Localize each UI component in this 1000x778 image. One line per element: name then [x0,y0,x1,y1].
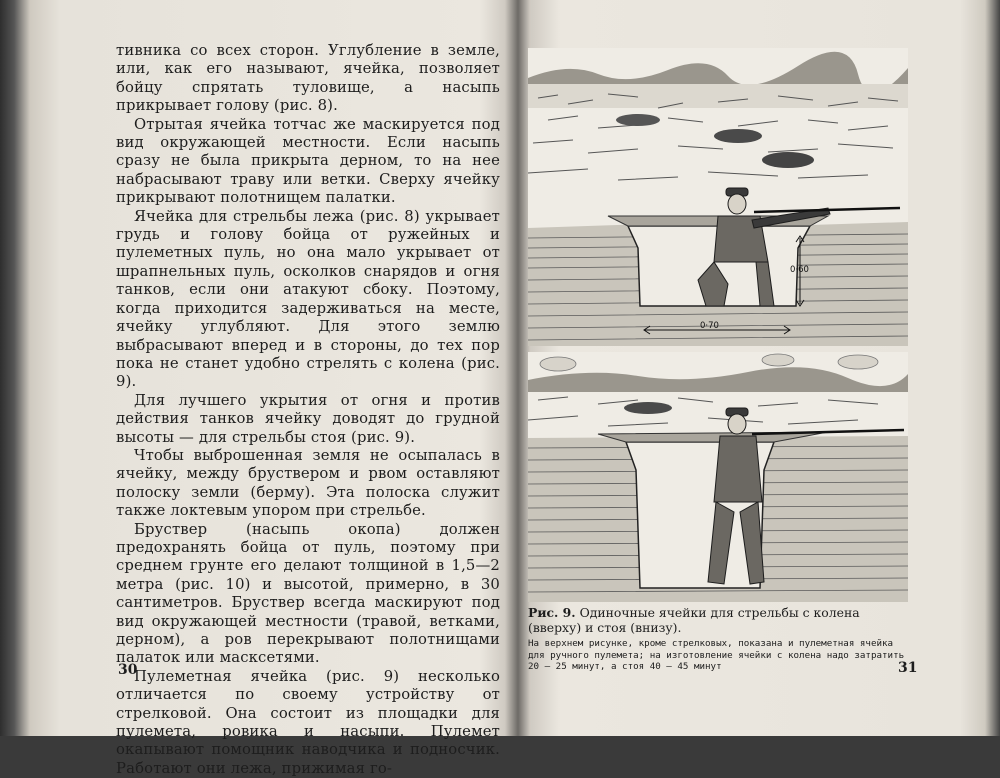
figure-kneeling-position [528,48,908,346]
page-number-left: 30 [118,662,138,678]
dim-vertical-label: 0·60 [790,265,809,275]
kneeling-trench-illustration [528,48,908,346]
paragraph: Ячейка для стрельбы лежа (рис. 8) укрывает грудь и голову бойца от ружейных и пулеметных пуль, но она мало укрывает от шрапнельных пуль, осколков снарядов и огня танков, если они атакуют сбоку. Поэтому, когда приходится задерживаться на месте, ячейку углубляют. Для этого землю выбрасывают вперед и в стороны, до тех пор пока не станет удобно стрелять с колена (рис. 9). [116,207,500,391]
paragraph: Чтобы выброшенная земля не осыпалась в ячейку, между бруствером и рвом оставляют полоску земли (берму). Эта полоска служит также локтевым упором при стрельбе. [116,446,500,520]
paragraph: Для лучшего укрытия от огня и против действия танков ячейку доводят до грудной высоты — для стрельбы стоя (рис. 9). [116,391,500,446]
figure-caption [528,606,913,672]
caption-note: На верхнем рисунке, кроме стрелковых, показана и пулеметная ячейка для ручного пулемета; на изготовление ячейки с колена надо затратить 20 — 25 минут, а стоя 40 — 45 минут [528,638,905,672]
paragraph: Бруствер (насыпь окопа) должен предохранять бойца от пуль, поэтому при среднем грунте его делают толщиной в 1,5—2 метра (рис. 10) и высотой, примерно, в 30 сантиметров. Бруствер всегда маскируют под вид окружающей местности (травой, ветками, дерном), а ров перекрывают полотнищами палаток или масксетями. [116,520,500,667]
page-number-right: 31 [898,660,918,676]
right-page [528,40,913,700]
caption-text: Одиночные ячейки для стрельбы с колена (вверху) и стоя (внизу). [528,605,860,635]
left-page [116,42,500,777]
paragraph: Пулеметная ячейка (рис. 9) несколько отличается по своему устройству от стрелковой. Она состоит из площадки для пулемета, ровика и насыпи. Пулемет окапывают помощник наводчика и подносчик. Работают они лежа, прижимая го- [116,667,500,777]
dim-horizontal-label: 0·70 [700,321,719,331]
paragraph: Отрытая ячейка тотчас же маскируется под вид окружающей местности. Если насыпь сразу не была прикрыта дерном, то на нее набрасывают траву или ветки. Сверху ячейку прикрывают полотнищем палатки. [116,115,500,207]
figure-standing-position [528,352,908,602]
standing-trench-illustration [528,352,908,602]
caption-label: Рис. 9. [528,605,576,620]
paragraph: тивника со всех сторон. Углубление в земле, или, как его называют, ячейка, позволяет бойцу спрятать туловище, а насыпь прикрывает голову (рис. 8). [116,42,500,115]
